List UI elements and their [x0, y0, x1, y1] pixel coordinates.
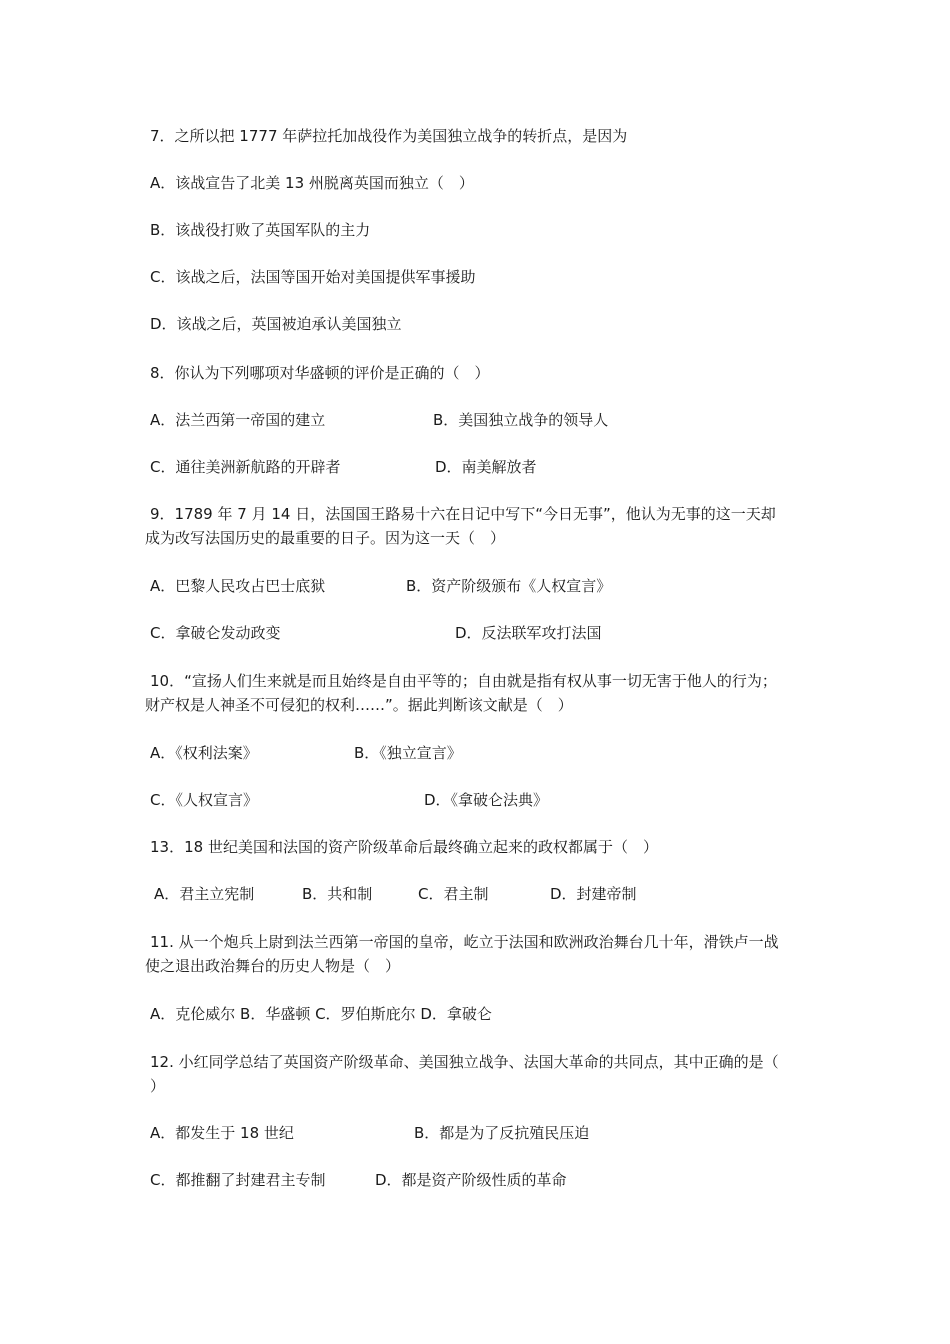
q13-option-d: D．封建帝制 [550, 885, 637, 903]
q12-option-c: C．都推翻了封建君主专制 [150, 1171, 326, 1189]
q11-stem-line1: 11. 从一个炮兵上尉到法兰西第一帝国的皇帝，屹立于法国和欧洲政治舞台几十年，滑铁卢一战 [150, 933, 779, 951]
q8-option-a: A．法兰西第一帝国的建立 [150, 411, 326, 429]
q11-stem-line2: 使之退出政治舞台的历史人物是（ ） [145, 957, 401, 975]
q10-option-c: C．《人权宣言》 [150, 791, 258, 809]
q9-option-b: B．资产阶级颁布《人权宣言》 [406, 577, 612, 595]
q8-option-c: C．通往美洲新航路的开辟者 [150, 458, 341, 476]
q12-stem-line2: ） [150, 1077, 166, 1095]
q7-option-b: B．该战役打败了英国军队的主力 [150, 221, 371, 239]
q10-option-b: B．《独立宣言》 [354, 744, 462, 762]
q8-option-b: B．美国独立战争的领导人 [433, 411, 609, 429]
q7-option-c: C．该战之后，法国等国开始对美国提供军事援助 [150, 268, 476, 286]
q10-stem-line1: 10．“宣扬人们生来就是而且始终是自由平等的；自由就是指有权从事一切无害于他人的行为； [150, 672, 777, 690]
q10-option-d: D．《拿破仑法典》 [424, 791, 549, 809]
q8-stem: 8．你认为下列哪项对华盛顿的评价是正确的（ ） [150, 364, 490, 382]
q12-option-d: D．都是资产阶级性质的革命 [375, 1171, 567, 1189]
q7-option-d: D．该战之后，英国被迫承认美国独立 [150, 315, 402, 333]
q13-option-a: A．君主立宪制 [154, 885, 255, 903]
q9-stem-line1: 9．1789 年 7 月 14 日，法国国王路易十六在日记中写下“今日无事”，他认为无事的这一天却 [150, 505, 776, 523]
q9-option-d: D．反法联军攻打法国 [455, 624, 602, 642]
q9-option-c: C．拿破仑发动政变 [150, 624, 281, 642]
q12-option-b: B．都是为了反抗殖民压迫 [414, 1124, 590, 1142]
q9-option-a: A．巴黎人民攻占巴士底狱 [150, 577, 326, 595]
q8-option-d: D．南美解放者 [435, 458, 537, 476]
q7-stem: 7．之所以把 1777 年萨拉托加战役作为美国独立战争的转折点，是因为 [150, 127, 628, 145]
q10-stem-line2: 财产权是人神圣不可侵犯的权利……”。据此判断该文献是（ ） [145, 696, 573, 714]
q7-option-a: A．该战宣告了北美 13 州脱离英国而独立（ ） [150, 174, 474, 192]
q13-stem: 13．18 世纪美国和法国的资产阶级革命后最终确立起来的政权都属于（ ） [150, 838, 658, 856]
q12-option-a: A．都发生于 18 世纪 [150, 1124, 294, 1142]
q12-stem-line1: 12. 小红同学总结了英国资产阶级革命、美国独立战争、法国大革命的共同点，其中正确的是（ [150, 1053, 779, 1071]
q9-stem-line2: 成为改写法国历史的最重要的日子。因为这一天（ ） [145, 529, 506, 547]
q13-option-c: C．君主制 [418, 885, 489, 903]
q10-option-a: A．《权利法案》 [150, 744, 258, 762]
q13-option-b: B．共和制 [302, 885, 373, 903]
q11-options: A．克伦威尔 B．华盛顿 C．罗伯斯庇尔 D．拿破仑 [150, 1005, 492, 1023]
